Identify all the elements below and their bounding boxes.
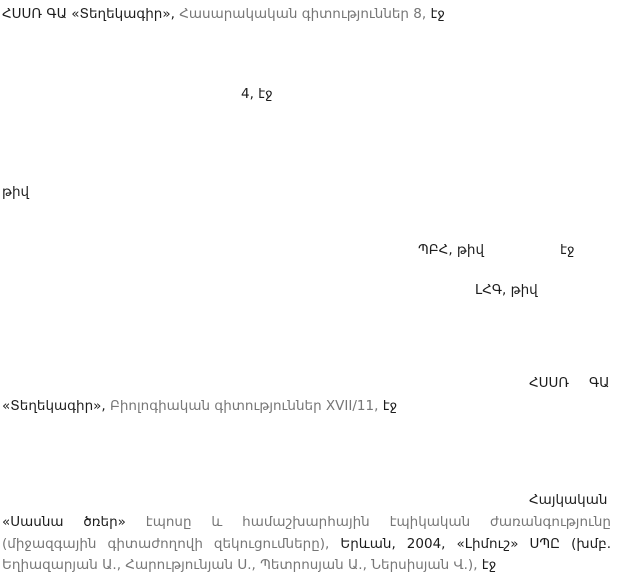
ref-line-11 xyxy=(2,555,496,575)
ref-line-5 xyxy=(475,280,538,300)
journal-name: «Տեղեկագիր», xyxy=(2,398,106,414)
issue-page: 4, էջ xyxy=(241,86,273,102)
ref-line-10 xyxy=(2,534,611,554)
title-word: էպիկական xyxy=(389,514,471,530)
ref-line-9 xyxy=(2,512,611,532)
title-word: համաշխարհային xyxy=(242,514,370,530)
issue-label: թիվ xyxy=(2,184,30,200)
ref-line-2 xyxy=(241,84,273,104)
city: Երևան, xyxy=(340,536,396,552)
editors: Եղիազարյան Ա., Հարությունյան Ս., Պետրոսյան Ա., Ներսիսյան Վ.), xyxy=(2,557,482,573)
academy-name: ՀՍՍՌ xyxy=(529,375,570,391)
page-label: էջ xyxy=(382,398,398,414)
journal-series: Հասարակական գիտություններ 8, xyxy=(174,6,431,22)
publisher: «Լիմուշ» xyxy=(456,536,519,552)
ref-line-6b xyxy=(589,373,610,393)
ref-line-8 xyxy=(529,490,607,510)
title-start: Հայկական xyxy=(529,492,608,508)
ref-line-6a xyxy=(529,373,569,393)
journal-series: Բիոլոգիական գիտություններ XVII/11, xyxy=(105,398,383,414)
ref-line-3 xyxy=(2,182,29,202)
conference-note: (միջազգային գիտաժողովի զեկուցումները), xyxy=(2,536,330,552)
year: 2004, xyxy=(406,536,446,552)
academy-abbrev: ԳԱ xyxy=(589,375,610,391)
journal-abbrev-issue: ՊԲՀ, թիվ xyxy=(418,242,485,258)
title-word: էպոսը xyxy=(145,514,192,530)
journal-name: ՀՍՍՌ ԳԱ «Տեղեկագիր», xyxy=(2,6,175,22)
title-word: ծռեր» xyxy=(83,514,126,530)
ref-line-7 xyxy=(2,396,397,416)
ref-line-4-page xyxy=(560,240,575,260)
editors-label: (խմբ. xyxy=(571,536,612,552)
ref-line-1 xyxy=(2,4,445,24)
page-label: էջ xyxy=(430,6,445,22)
page-label: էջ xyxy=(481,557,497,573)
title-word: ժառանգությունը xyxy=(490,514,611,530)
journal-abbrev-issue: ԼՀԳ, թիվ xyxy=(475,282,538,298)
title-word: և xyxy=(211,514,223,530)
publisher-type: ՍՊԸ xyxy=(529,536,561,552)
ref-line-4 xyxy=(418,240,484,260)
title-word: «Սասնա xyxy=(2,514,64,530)
page-label: էջ xyxy=(560,242,575,258)
